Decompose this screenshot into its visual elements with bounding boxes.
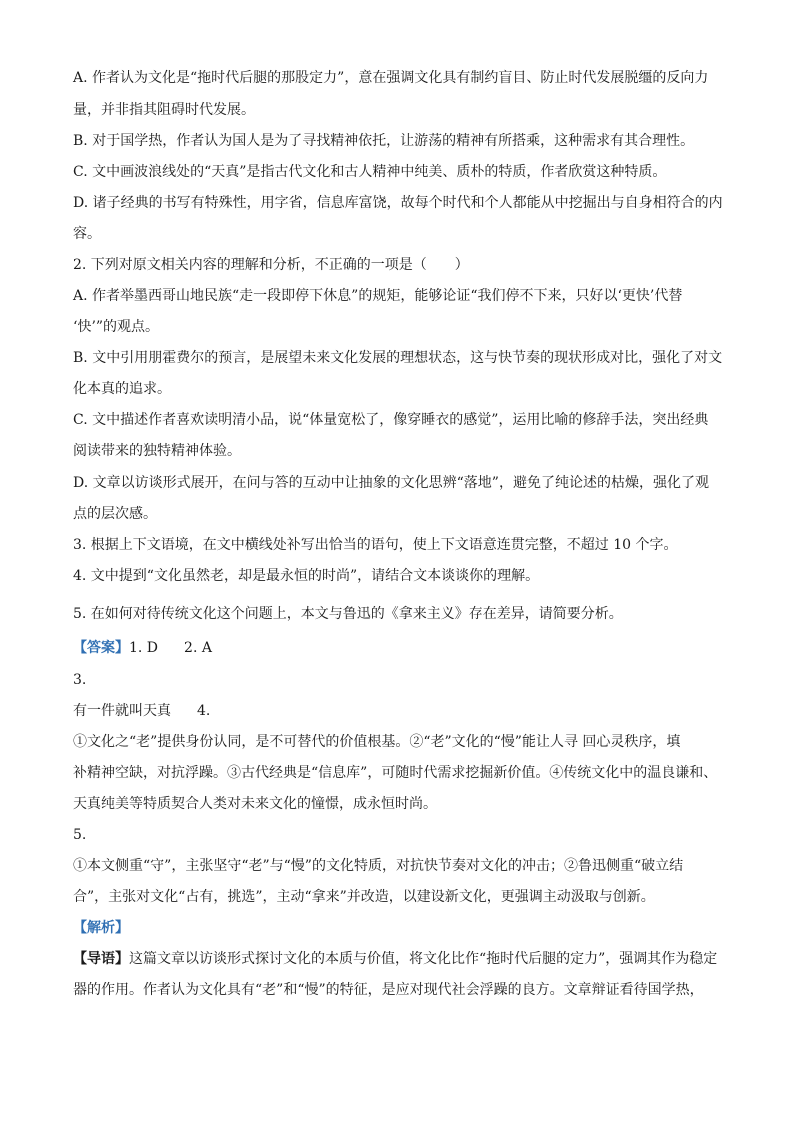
answer-4-label: 4.	[197, 703, 211, 719]
option-2b-line-1: B. 文中引用朋霍费尔的预言，是展望未来文化发展的理想状态，这与快节奏的现状形成对比，强化了对文	[73, 350, 723, 366]
answer-line	[73, 638, 733, 658]
option-1a-line-1: A. 作者认为文化是“拖时代后腿的那股定力”，意在强调文化具有制约盲目、防止时代发展脱缰的反向力	[73, 70, 709, 86]
option-1d-line-1: D. 诸子经典的书写有特殊性，用字省，信息库富饶，故每个时代和个人都能从中挖掘出与自身相符合的内	[73, 195, 723, 211]
answer-tag: 【答案】	[73, 640, 129, 656]
guide-tag: 【导语】	[73, 951, 129, 967]
question-2: 2. 下列对原文相关内容的理解和分析，不正确的一项是（ ）	[73, 257, 469, 273]
answer-5-label: 5.	[73, 827, 87, 843]
answer-3-4-line	[73, 701, 733, 721]
answer-5-line-1: ①本文侧重“守”，主张坚守“老”与“慢”的文化特质，对抗快节奏对文化的冲击；②鲁迅侧重“破立结	[73, 858, 684, 874]
option-2c-line-1: C. 文中描述作者喜欢读明清小品，说“体量宽松了，像穿睡衣的感觉”，运用比喻的修辞手法，突出经典	[73, 412, 709, 428]
question-3: 3. 根据上下文语境，在文中横线处补写出恰当的语句，使上下文语意连贯完整，不超过 10 个字。	[73, 537, 678, 553]
option-2b-line-2: 化本真的追求。	[73, 381, 171, 397]
guide-line-2: 器的作用。作者认为文化具有“老”和“慢”的特征，是应对现代社会浮躁的良方。文章辩证看待国学热，	[73, 982, 704, 998]
answer-3-text: 有一件就叫天真	[73, 703, 171, 719]
answer-5-line-2: 合”，主张对文化“占有，挑选”，主动“拿来”并改造，以建设新文化，更强调主动汲取与创新。	[73, 889, 655, 905]
answer-4-line-2: 补精神空缺，对抗浮躁。③古代经典是“信息库”，可随时代需求挖掘新价值。④传统文化中的温良谦和、	[73, 765, 718, 781]
option-2d-line-1: D. 文章以访谈形式展开，在问与答的互动中让抽象的文化思辨“落地”，避免了纯论述的枯燥，强化了观	[73, 475, 709, 491]
option-2a-line-2: ‘快’”的观点。	[73, 319, 160, 335]
analysis-tag	[73, 918, 733, 938]
option-1a-line-2: 量，并非指其阻碍时代发展。	[73, 102, 255, 118]
option-1c: C. 文中画波浪线处的“天真”是指古代文化和古人精神中纯美、质朴的特质，作者欣赏这种特质。	[73, 164, 667, 180]
answer-1: 1. D	[129, 640, 159, 656]
guide-text-1: 这篇文章以访谈形式探讨文化的本质与价值，将文化比作“拖时代后腿的定力”，强调其作为稳定	[129, 951, 718, 967]
option-1d-line-2: 容。	[73, 226, 101, 242]
answer-3-label: 3.	[73, 672, 87, 688]
answer-4-line-3: 天真纯美等特质契合人类对未来文化的憧憬，成永恒时尚。	[73, 796, 437, 812]
answer-2: 2. A	[184, 640, 212, 656]
option-1b: B. 对于国学热，作者认为国人是为了寻找精神依托，让游荡的精神有所搭乘，这种需求有其合理性。	[73, 133, 695, 149]
guide-line-1	[73, 949, 733, 969]
question-5: 5. 在如何对待传统文化这个问题上，本文与鲁迅的《拿来主义》存在差异，请简要分析。	[73, 606, 623, 622]
analysis-tag-text: 【解析】	[73, 920, 129, 936]
option-2a-line-1: A. 作者举墨西哥山地民族“走一段即停下休息”的规矩，能够论证“我们停不下来，只好以‘更快’代替	[73, 288, 683, 304]
option-2d-line-2: 点的层次感。	[73, 506, 157, 522]
question-4: 4. 文中提到“文化虽然老，却是最永恒的时尚”，请结合文本谈谈你的理解。	[73, 568, 540, 584]
option-2c-line-2: 阅读带来的独特精神体验。	[73, 443, 241, 459]
answer-4-line-1: ①文化之“老”提供身份认同，是不可替代的价值根基。②“老”文化的“慢”能让人寻 回心灵秩序，填	[73, 734, 681, 750]
